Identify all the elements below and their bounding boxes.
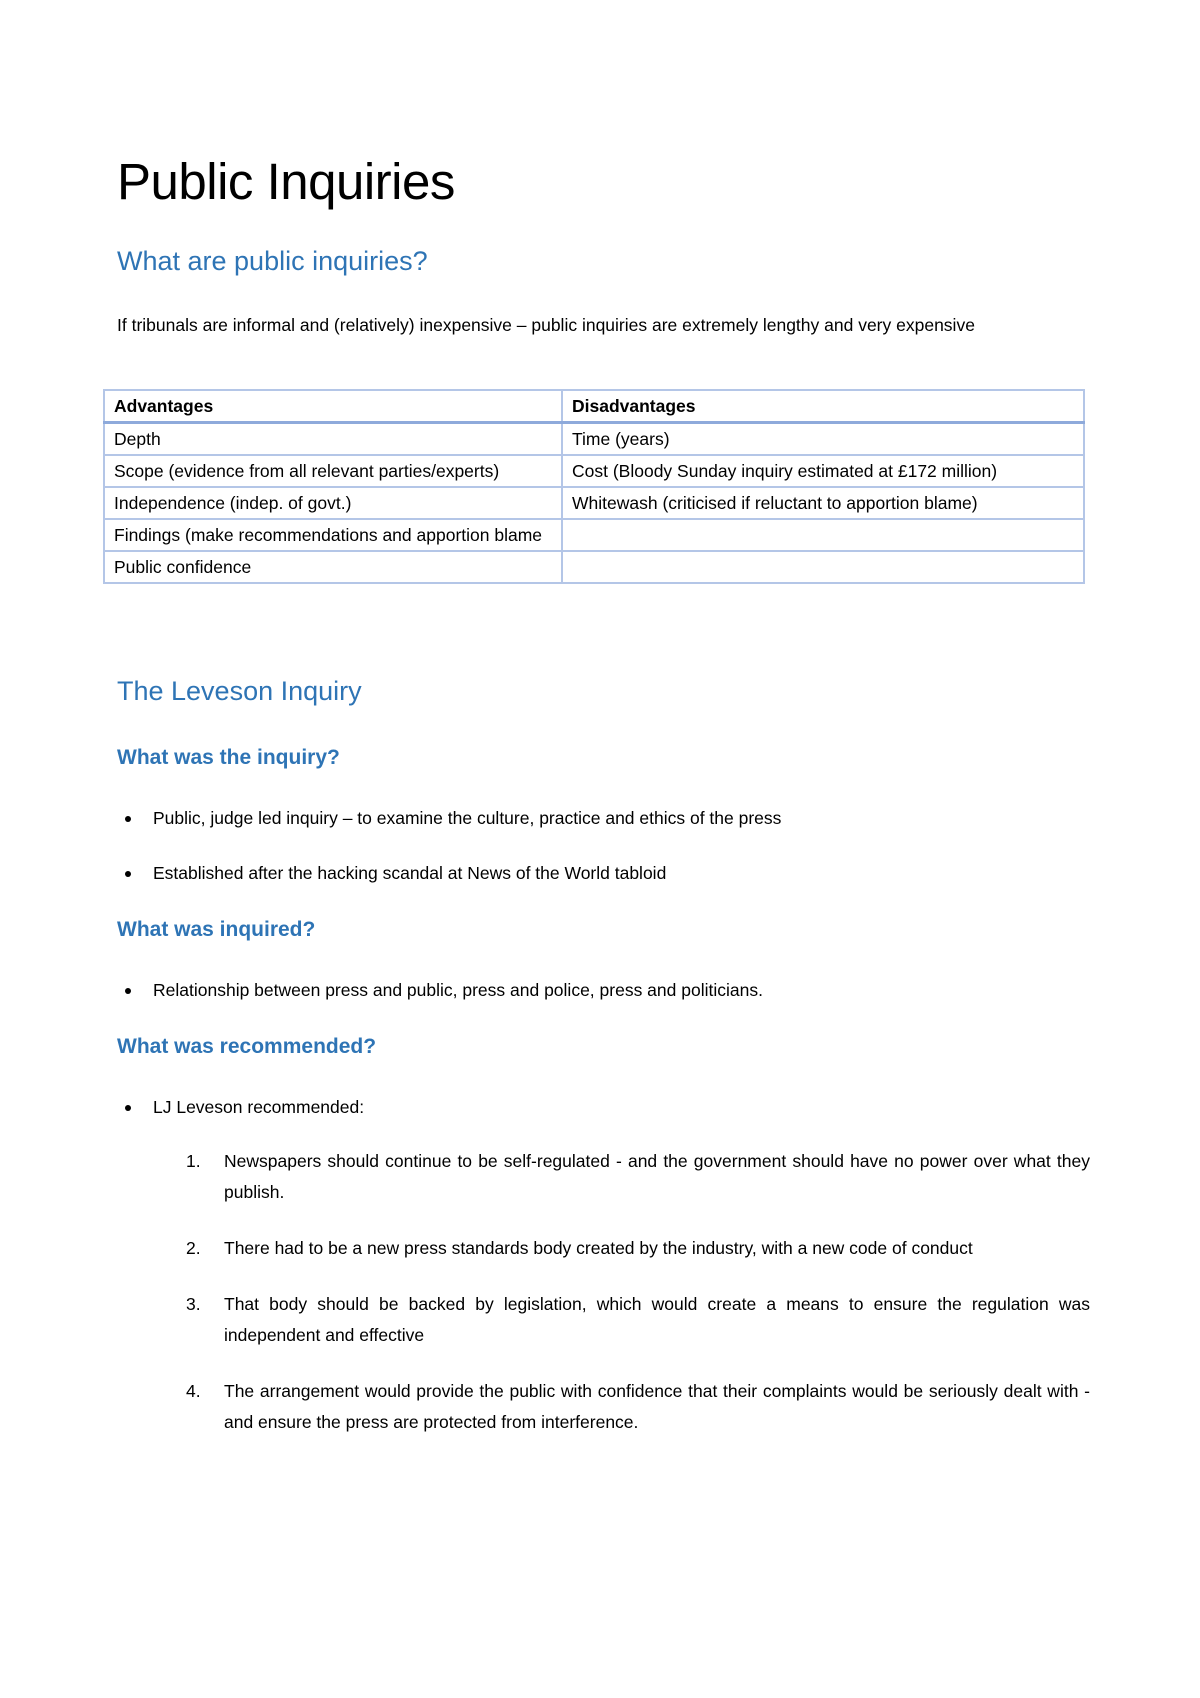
table-header-row bbox=[104, 390, 1084, 423]
list-item bbox=[117, 1094, 1097, 1120]
list-item bbox=[117, 977, 1097, 1003]
table-cell: Scope (evidence from all relevant parties/experts) bbox=[104, 455, 562, 487]
table-cell bbox=[562, 551, 1084, 583]
bullet-icon bbox=[125, 816, 131, 822]
table-row bbox=[104, 423, 1084, 456]
bullet-icon bbox=[125, 988, 131, 994]
table-cell: Public confidence bbox=[104, 551, 562, 583]
table-row bbox=[104, 551, 1084, 583]
list-item bbox=[117, 805, 1097, 831]
item-text: There had to be a new press standards body created by the industry, with a new code of conduct bbox=[224, 1238, 973, 1258]
table-cell: Depth bbox=[104, 423, 562, 456]
table-cell bbox=[562, 519, 1084, 551]
section-heading-public-inquiries: What are public inquiries? bbox=[117, 246, 428, 276]
numbered-item bbox=[186, 1233, 1090, 1264]
subheading-what-was-recommended: What was recommended? bbox=[117, 1035, 377, 1058]
numbered-item bbox=[186, 1146, 1090, 1208]
table-row bbox=[104, 519, 1084, 551]
table-header-disadvantages: Disadvantages bbox=[562, 390, 1084, 423]
list-item bbox=[117, 860, 1097, 886]
list-item-text: Established after the hacking scandal at News of the World tabloid bbox=[153, 863, 667, 883]
table-cell: Independence (indep. of govt.) bbox=[104, 487, 562, 519]
list-item-text: LJ Leveson recommended: bbox=[153, 1097, 365, 1117]
numbered-item bbox=[186, 1376, 1090, 1438]
recommendations-list bbox=[186, 1146, 1090, 1463]
table-cell: Time (years) bbox=[562, 423, 1084, 456]
table-cell: Cost (Bloody Sunday inquiry estimated at £172 million) bbox=[562, 455, 1084, 487]
subheading-what-was-inquired: What was inquired? bbox=[117, 918, 316, 941]
table-row bbox=[104, 487, 1084, 519]
item-text: The arrangement would provide the public with confidence that their complaints would be seriously dealt with - and ensure the press are protected from interference. bbox=[224, 1381, 1090, 1432]
table-cell: Whitewash (criticised if reluctant to apportion blame) bbox=[562, 487, 1084, 519]
subheading-what-was-inquiry: What was the inquiry? bbox=[117, 746, 340, 769]
recommended-bullets bbox=[117, 1094, 1097, 1120]
inquiry-bullets bbox=[117, 805, 1097, 886]
item-number: 1. bbox=[186, 1151, 201, 1171]
table-row bbox=[104, 455, 1084, 487]
section-heading-leveson: The Leveson Inquiry bbox=[117, 676, 362, 706]
document-title: Public Inquiries bbox=[117, 153, 455, 210]
item-number: 2. bbox=[186, 1238, 201, 1258]
list-item-text: Relationship between press and public, press and police, press and politicians. bbox=[153, 980, 763, 1000]
advantages-table bbox=[103, 389, 1085, 584]
inquired-bullets bbox=[117, 977, 1097, 1003]
item-number: 4. bbox=[186, 1381, 201, 1401]
item-text: That body should be backed by legislation, which would create a means to ensure the regulation was independent and effective bbox=[224, 1294, 1090, 1345]
table-cell: Findings (make recommendations and apportion blame bbox=[104, 519, 562, 551]
numbered-item bbox=[186, 1289, 1090, 1351]
table-header-advantages: Advantages bbox=[104, 390, 562, 423]
bullet-icon bbox=[125, 1105, 131, 1111]
list-item-text: Public, judge led inquiry – to examine the culture, practice and ethics of the press bbox=[153, 808, 782, 828]
item-text: Newspapers should continue to be self-regulated - and the government should have no power over what they publish. bbox=[224, 1151, 1090, 1202]
intro-paragraph: If tribunals are informal and (relatively) inexpensive – public inquiries are extremely lengthy and very expensive bbox=[117, 315, 975, 335]
item-number: 3. bbox=[186, 1294, 201, 1314]
bullet-icon bbox=[125, 871, 131, 877]
